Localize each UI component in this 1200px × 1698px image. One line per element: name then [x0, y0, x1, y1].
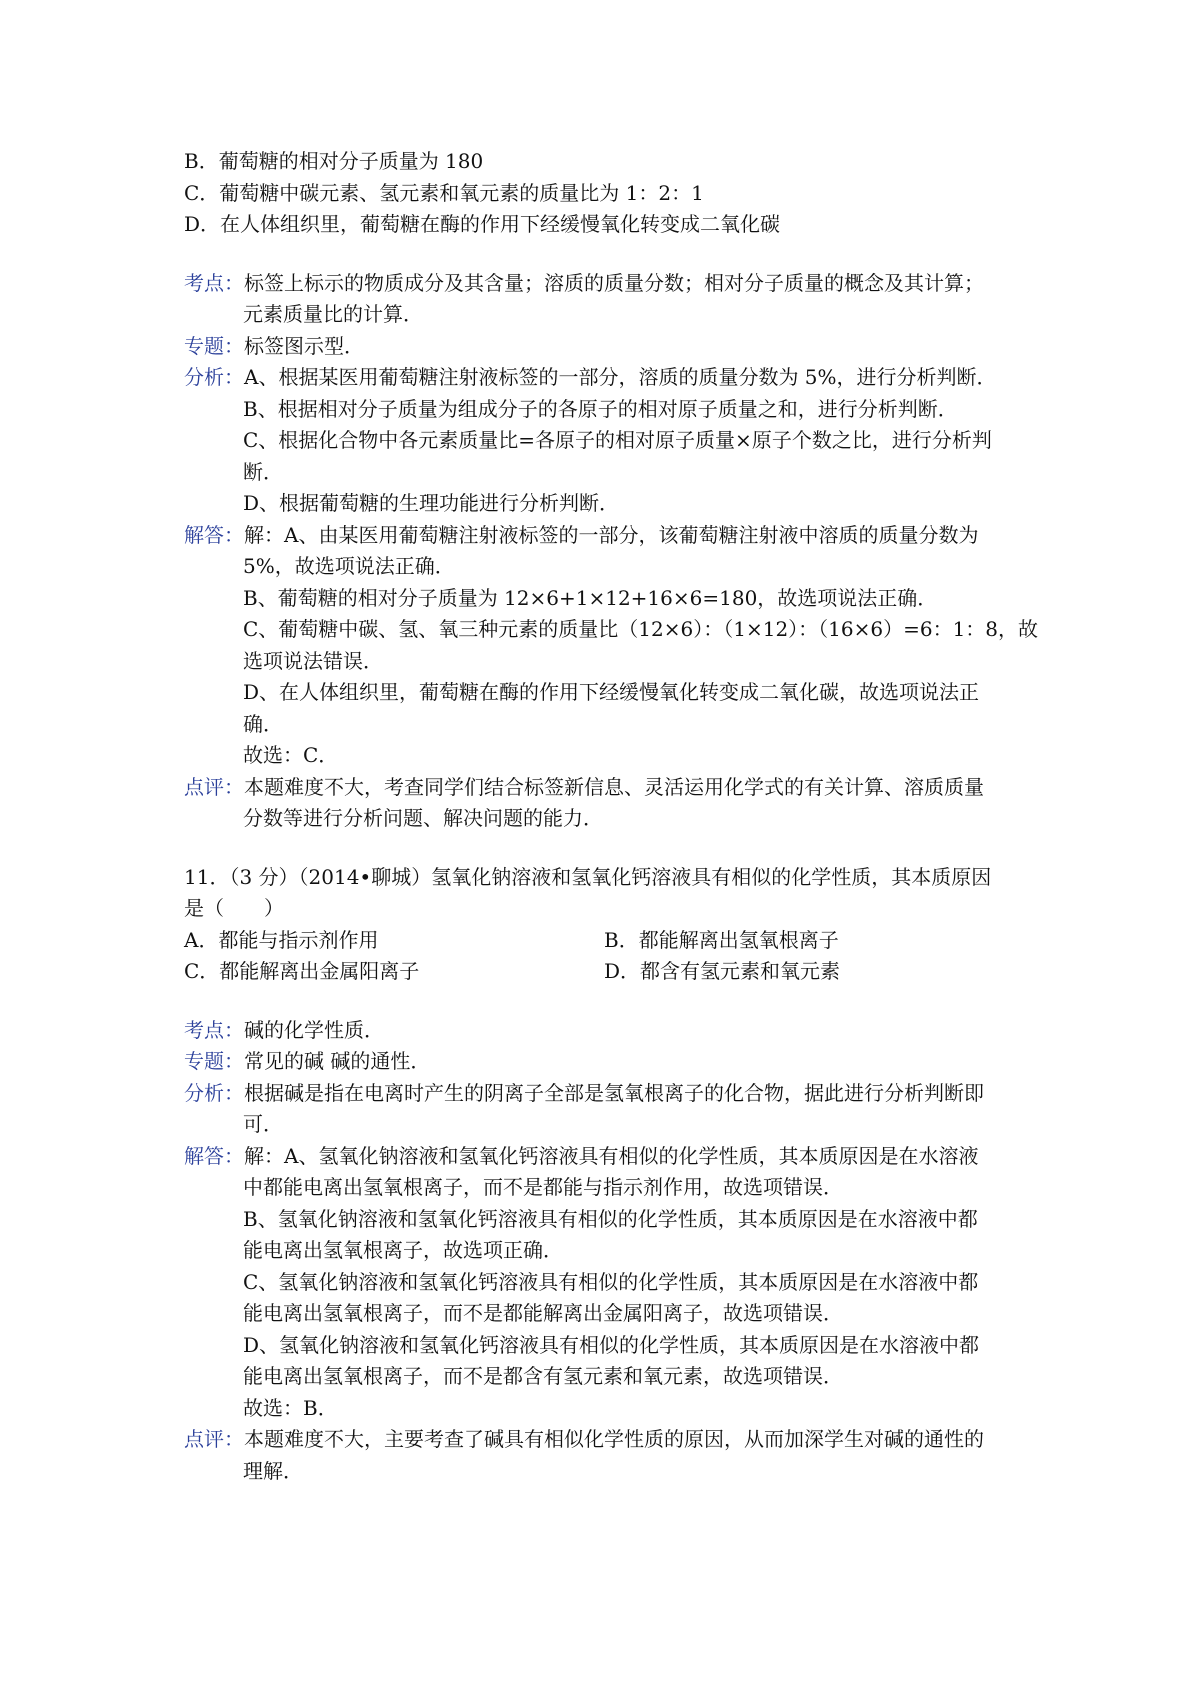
text-line: 常见的碱 碱的通性． — [244, 1049, 431, 1073]
text-line: 标签上标示的物质成分及其含量；溶质的质量分数；相对分子质量的概念及其计算； — [244, 270, 984, 295]
q10-option-c: C．葡萄糖中碳元素、氢元素和氧元素的质量比为 1：2：1 — [184, 180, 704, 205]
text-line: 标签图示型． — [244, 333, 364, 358]
text-line: 根据碱是指在电离时产生的阴离子全部是氢氧根离子的化合物，据此进行分析判断即 — [244, 1080, 984, 1105]
text-line: 可． — [243, 1112, 283, 1136]
q10-kaodian-label: 考点： — [184, 270, 244, 295]
text-line: 断． — [243, 459, 283, 484]
text-line: C、氢氧化钠溶液和氢氧化钙溶液具有相似的化学性质，其本质原因是在水溶液中都 — [243, 1269, 979, 1294]
q11-options-row-2 — [184, 956, 1024, 988]
q11-jieda — [184, 1141, 1024, 1173]
text-line: 能电离出氢氧根离子，而不是都含有氢元素和氧元素，故选项错误． — [243, 1364, 843, 1388]
q11-kaodian — [184, 1015, 1024, 1047]
q10-jieda — [184, 520, 1024, 552]
text-line: 能电离出氢氧根离子，故选项正确． — [243, 1238, 563, 1262]
text-line: 本题难度不大，主要考查了碱具有相似化学性质的原因，从而加深学生对碱的通性的 — [244, 1427, 984, 1451]
text-line: C、葡萄糖中碳、氢、氧三种元素的质量比（12×6）：（1×12）：（16×6）=6：1：8，故 — [243, 617, 1039, 641]
q11-option-a: A．都能与指示剂作用 — [184, 927, 379, 952]
q11-zhuanti — [184, 1046, 1024, 1078]
q11-fenxi-label: 分析： — [184, 1080, 244, 1105]
text-line: 能电离出氢氧根离子，而不是都能解离出金属阳离子，故选项错误． — [243, 1301, 843, 1325]
text-line: B、根据相对分子质量为组成分子的各原子的相对原子质量之和，进行分析判断． — [243, 396, 958, 421]
text-line: 理解． — [243, 1458, 303, 1483]
q10-zhuanti-label: 专题： — [184, 333, 244, 358]
text-line: 5%，故选项说法正确． — [243, 554, 455, 578]
q11-stem-line: 是（ ） — [184, 896, 284, 920]
text-line: 选项说法错误． — [243, 648, 383, 673]
q11-option-b: B．都能解离出氢氧根离子 — [604, 927, 839, 952]
q10-dianping — [184, 772, 1024, 804]
q11-kaodian-label: 考点： — [184, 1017, 244, 1042]
q10-fenxi-label: 分析： — [184, 365, 244, 389]
q10-option-d: D．在人体组织里，葡萄糖在酶的作用下经缓慢氧化转变成二氧化碳 — [184, 212, 781, 236]
q11-jieda-label: 解答： — [184, 1143, 244, 1168]
q10-jieda-label: 解答： — [184, 522, 244, 547]
q10-fenxi — [184, 362, 1024, 394]
text-line: B、葡萄糖的相对分子质量为 12×6+1×12+16×6=180，故选项说法正确． — [243, 585, 938, 610]
text-line: 元素质量比的计算． — [243, 302, 423, 326]
q11-stem-line: 11．（3 分）（2014•聊城）氢氧化钠溶液和氢氧化钙溶液具有相似的化学性质，其本质原因 — [184, 864, 992, 889]
text-line: B、氢氧化钠溶液和氢氧化钙溶液具有相似的化学性质，其本质原因是在水溶液中都 — [243, 1206, 978, 1231]
text-line: 故选：B． — [243, 1395, 338, 1420]
q11-dianping-label: 点评： — [184, 1427, 244, 1451]
q10-kaodian — [184, 268, 1024, 300]
text-line: 故选：C． — [243, 743, 339, 767]
page-content — [184, 146, 1039, 1487]
text-line: D、在人体组织里，葡萄糖在酶的作用下经缓慢氧化转变成二氧化碳，故选项说法正 — [243, 680, 980, 704]
text-line: C、根据化合物中各元素质量比=各原子的相对原子质量×原子个数之比，进行分析判 — [243, 428, 992, 452]
text-line: 中都能电离出氢氧根离子，而不是都能与指示剂作用，故选项错误． — [243, 1175, 843, 1199]
text-line: 碱的化学性质． — [244, 1017, 384, 1042]
text-line: A、根据某医用葡萄糖注射液标签的一部分，溶质的质量分数为 5%，进行分析判断． — [244, 365, 997, 389]
text-line: 分数等进行分析问题、解决问题的能力． — [243, 806, 603, 830]
q10-dianping-label: 点评： — [184, 774, 244, 799]
text-line: 本题难度不大，考查同学们结合标签新信息、灵活运用化学式的有关计算、溶质质量 — [244, 774, 984, 799]
text-line: 解：A、由某医用葡萄糖注射液标签的一部分，该葡萄糖注射液中溶质的质量分数为 — [244, 522, 979, 547]
q11-option-c: C．都能解离出金属阳离子 — [184, 959, 420, 983]
q10-option-b: B．葡萄糖的相对分子质量为 180 — [184, 149, 484, 173]
q11-options-row-1 — [184, 925, 1024, 957]
text-line: 确． — [243, 711, 283, 736]
text-line: D、根据葡萄糖的生理功能进行分析判断． — [243, 491, 620, 515]
text-line: D、氢氧化钠溶液和氢氧化钙溶液具有相似的化学性质，其本质原因是在水溶液中都 — [243, 1332, 980, 1357]
q11-option-d: D．都含有氢元素和氧元素 — [604, 959, 841, 983]
q11-zhuanti-label: 专题： — [184, 1049, 244, 1073]
q10-zhuanti — [184, 331, 1024, 363]
q11-dianping — [184, 1424, 1024, 1456]
text-line: 解：A、氢氧化钠溶液和氢氧化钙溶液具有相似的化学性质，其本质原因是在水溶液 — [244, 1143, 979, 1168]
q11-fenxi — [184, 1078, 1024, 1110]
